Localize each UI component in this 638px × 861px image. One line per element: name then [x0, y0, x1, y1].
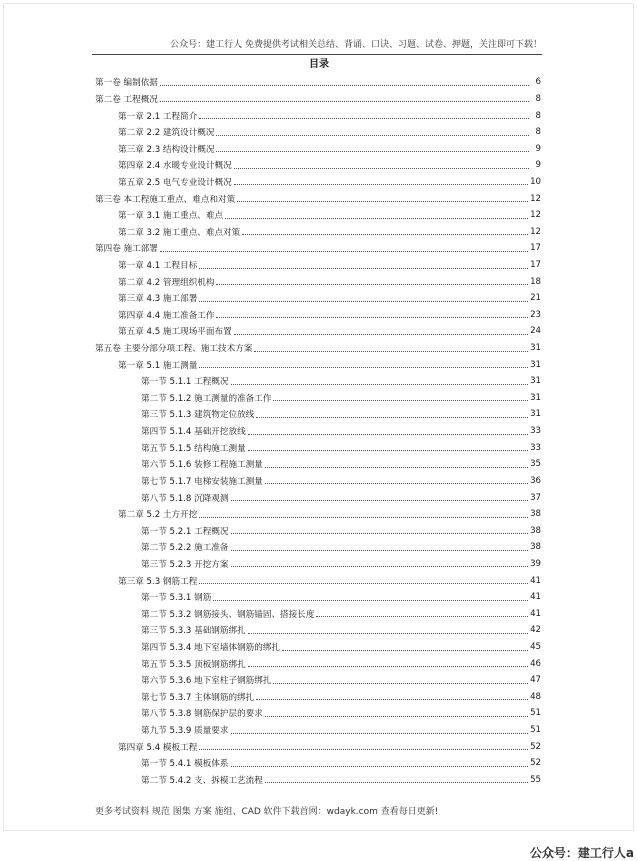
toc-entry-page: 9	[535, 143, 541, 154]
toc-entry[interactable]	[95, 556, 541, 573]
toc-entry-page: 36	[530, 475, 541, 486]
toc-entry-page: 31	[530, 343, 541, 354]
toc-entry-label: 第三卷 本工程施工重点、难点和对策	[95, 194, 236, 205]
toc-dot-leader	[199, 268, 528, 269]
toc-entry[interactable]	[95, 124, 541, 141]
page-header: 公众号：建工行人 免费提供考试相关总结、背诵、口诀、习题、试卷、押题，关注即可下载！	[92, 38, 542, 55]
toc-dot-leader	[231, 533, 529, 534]
footer-note: 更多考试资料 规范 图集 方案 施组、CAD 软件下载首网：wdayk.com 查看每日更新!	[95, 807, 439, 817]
toc-dot-leader	[248, 633, 528, 634]
toc-entry[interactable]	[95, 489, 541, 506]
toc-entry[interactable]	[95, 273, 541, 290]
toc-entry[interactable]	[95, 622, 541, 639]
toc-entry-page: 41	[530, 592, 541, 603]
toc-title: 目录	[309, 59, 329, 70]
toc-dot-leader	[231, 766, 529, 767]
toc-dot-leader	[231, 733, 529, 734]
toc-dot-leader	[160, 101, 529, 102]
toc-entry[interactable]	[95, 772, 541, 789]
toc-entry-page: 31	[530, 359, 541, 370]
toc-dot-leader	[160, 85, 529, 86]
toc-entry-label: 第三节 5.1.3 建筑物定位放线	[141, 410, 255, 421]
toc-entry-label: 第三节 5.2.3 开挖方案	[141, 559, 229, 570]
toc-entry[interactable]	[95, 689, 541, 706]
toc-entry-label: 第二节 5.3.2 钢筋接头、钢筋锚固、搭接长度	[141, 609, 315, 620]
toc-dot-leader	[231, 550, 529, 551]
toc-dot-leader	[231, 384, 529, 385]
toc-entry-label: 第五章 4.5 施工现场平面布置	[118, 327, 232, 338]
toc-entry-page: 55	[530, 774, 541, 785]
toc-entry-label: 第四章 4.4 施工准备工作	[118, 310, 215, 321]
toc-entry[interactable]	[95, 190, 541, 207]
toc-entry-label: 第一卷 编制依据	[95, 78, 158, 89]
toc-entry-label: 第七节 5.3.7 主体钢筋的绑扎	[141, 692, 255, 703]
toc-dot-leader	[248, 666, 528, 667]
toc-entry-page: 31	[530, 409, 541, 420]
toc-entry-page: 6	[535, 77, 541, 88]
toc-entry-page: 45	[530, 642, 541, 653]
toc-entry[interactable]	[95, 738, 541, 755]
toc-dot-leader	[282, 650, 528, 651]
toc-entry-label: 第二章 3.2 施工重点、难点对策	[118, 227, 241, 238]
toc-dot-leader	[248, 450, 528, 451]
toc-dot-leader	[265, 483, 528, 484]
toc-entry-label: 第四章 5.4 模板工程	[118, 742, 198, 753]
toc-entry-page: 38	[530, 525, 541, 536]
toc-entry-page: 12	[530, 193, 541, 204]
toc-entry[interactable]	[95, 722, 541, 739]
toc-entry[interactable]	[95, 373, 541, 390]
toc-entry[interactable]	[95, 257, 541, 274]
toc-entry-page: 38	[530, 509, 541, 520]
toc-entry-label: 第二节 5.1.2 施工测量的准备工作	[141, 393, 272, 404]
toc-entry-page: 52	[530, 758, 541, 769]
toc-entry-page: 8	[535, 93, 541, 104]
toc-entry-label: 第四节 5.1.4 基础开挖放线	[141, 427, 246, 438]
toc-dot-leader	[231, 566, 529, 567]
toc-entry-label: 第一章 3.1 施工重点、难点	[118, 211, 224, 222]
toc-dot-leader	[231, 500, 529, 501]
toc-entry-label: 第三章 2.3 结构设计概况	[118, 144, 215, 155]
toc-entry-page: 33	[530, 426, 541, 437]
toc-entry[interactable]	[95, 356, 541, 373]
toc-entry-label: 第六节 5.3.6 地下室柱子钢筋绑扎	[141, 676, 272, 687]
toc-entry-label: 第一节 5.2.1 工程概况	[141, 526, 229, 537]
toc-entry[interactable]	[95, 589, 541, 606]
toc-entry-page: 48	[530, 691, 541, 702]
toc-entry-page: 41	[530, 608, 541, 619]
toc-entry-label: 第一节 5.4.1 模板体系	[141, 759, 229, 770]
toc-dot-leader	[265, 782, 528, 783]
toc-entry[interactable]	[95, 606, 541, 623]
toc-entry-label: 第二节 5.2.2 施工准备	[141, 543, 229, 554]
toc-entry[interactable]	[95, 423, 541, 440]
toc-entry-page: 46	[530, 658, 541, 669]
toc-entry-label: 第一章 4.1 工程目标	[118, 261, 198, 271]
watermark-text: 公众号：建工行人a	[529, 846, 634, 860]
toc-dot-leader	[199, 749, 528, 750]
toc-entry[interactable]	[95, 539, 541, 556]
toc-dot-leader	[234, 184, 528, 185]
toc-entry[interactable]	[95, 240, 541, 257]
toc-entry[interactable]	[95, 323, 541, 340]
toc-dot-leader	[265, 467, 528, 468]
toc-dot-leader	[216, 151, 529, 152]
toc-entry-label: 第八节 5.1.8 沉降观测	[141, 493, 229, 504]
toc-entry-page: 17	[530, 243, 541, 254]
toc-entry[interactable]	[95, 439, 541, 456]
toc-entry-page: 17	[530, 260, 541, 270]
toc-entry-page: 47	[530, 675, 541, 686]
toc-dot-leader	[273, 683, 528, 684]
toc-entry-label: 第八节 5.3.8 钢筋保护层的要求	[141, 709, 263, 720]
toc-entry[interactable]	[95, 456, 541, 473]
table-of-contents	[95, 74, 541, 788]
toc-entry-page: 39	[530, 558, 541, 569]
toc-entry-page: 31	[530, 392, 541, 403]
toc-entry-page: 38	[530, 542, 541, 553]
toc-dot-leader	[199, 118, 529, 119]
toc-entry[interactable]	[95, 74, 541, 91]
toc-entry[interactable]	[95, 223, 541, 240]
toc-dot-leader	[265, 716, 528, 717]
toc-entry-page: 33	[530, 442, 541, 453]
toc-dot-leader	[316, 616, 528, 617]
toc-entry-page: 12	[530, 210, 541, 221]
toc-entry-page: 31	[530, 376, 541, 387]
toc-dot-leader	[225, 218, 528, 219]
toc-entry-label: 第四节 5.3.4 地下室墙体钢筋的绑扎	[141, 643, 281, 654]
toc-dot-leader	[199, 583, 528, 584]
toc-entry-label: 第二节 5.4.2 支、拆模工艺流程	[141, 775, 263, 786]
toc-entry-label: 第二章 5.2 土方开挖	[118, 510, 198, 521]
toc-entry[interactable]	[95, 655, 541, 672]
toc-entry-page: 9	[535, 160, 541, 171]
toc-dot-leader	[256, 417, 528, 418]
toc-entry[interactable]	[95, 91, 541, 108]
toc-entry[interactable]	[95, 174, 541, 191]
toc-entry-label: 第二章 2.2 建筑设计概况	[118, 128, 215, 139]
toc-entry-page: 10	[530, 176, 541, 187]
toc-entry-label: 第五章 2.5 电气专业设计概况	[118, 177, 232, 188]
toc-dot-leader	[234, 168, 529, 169]
toc-entry-label: 第二卷 工程概况	[95, 94, 158, 105]
toc-entry-label: 第五卷 主要分部分项工程、施工技术方案	[95, 344, 253, 355]
toc-entry-page: 24	[530, 326, 541, 337]
toc-dot-leader	[199, 301, 528, 302]
toc-entry-page: 42	[530, 625, 541, 636]
toc-entry-label: 第一节 5.1.1 工程概况	[141, 377, 229, 388]
toc-entry-page: 41	[530, 575, 541, 586]
toc-entry[interactable]	[95, 290, 541, 307]
toc-entry[interactable]	[95, 639, 541, 656]
toc-entry[interactable]	[95, 390, 541, 407]
toc-dot-leader	[213, 600, 528, 601]
toc-entry[interactable]	[95, 755, 541, 772]
toc-entry-page: 37	[530, 492, 541, 503]
toc-entry-label: 第九节 5.3.9 质量要求	[141, 726, 229, 737]
toc-entry[interactable]	[95, 107, 541, 124]
toc-entry-page: 21	[530, 293, 541, 304]
toc-entry-label: 第三节 5.3.3 基础钢筋绑扎	[141, 626, 246, 637]
toc-entry[interactable]	[95, 157, 541, 174]
toc-entry-page: 35	[530, 459, 541, 470]
toc-entry-label: 第四章 2.4 水暖专业设计概况	[118, 161, 232, 172]
toc-dot-leader	[273, 400, 528, 401]
toc-entry[interactable]	[95, 705, 541, 722]
toc-entry-label: 第一章 5.1 施工测量	[118, 360, 198, 371]
toc-entry-label: 第一节 5.3.1 钢筋	[141, 593, 212, 604]
toc-entry[interactable]	[95, 522, 541, 539]
toc-dot-leader	[216, 317, 528, 318]
toc-entry-page: 51	[530, 708, 541, 719]
toc-dot-leader	[216, 284, 528, 285]
toc-entry[interactable]	[95, 473, 541, 490]
toc-entry[interactable]	[95, 572, 541, 589]
toc-entry-page: 18	[530, 276, 541, 287]
toc-entry[interactable]	[95, 506, 541, 523]
toc-dot-leader	[256, 699, 528, 700]
toc-dot-leader	[199, 517, 528, 518]
toc-entry-label: 第七节 5.1.7 电梯安装施工测量	[141, 476, 263, 487]
toc-entry-page: 8	[535, 127, 541, 138]
toc-dot-leader	[242, 234, 528, 235]
toc-entry-page: 8	[535, 110, 541, 121]
toc-entry-label: 第五节 5.3.5 顶板钢筋绑扎	[141, 659, 246, 670]
toc-dot-leader	[254, 351, 528, 352]
toc-entry[interactable]	[95, 340, 541, 357]
toc-dot-leader	[248, 434, 528, 435]
toc-entry[interactable]	[95, 307, 541, 324]
toc-entry-page: 23	[530, 309, 541, 320]
toc-dot-leader	[160, 251, 528, 252]
toc-entry[interactable]	[95, 207, 541, 224]
toc-entry[interactable]	[95, 672, 541, 689]
toc-dot-leader	[237, 201, 528, 202]
toc-entry[interactable]	[95, 406, 541, 423]
toc-entry-label: 第三章 5.3 钢筋工程	[118, 576, 198, 587]
toc-dot-leader	[216, 135, 529, 136]
toc-dot-leader	[234, 334, 528, 335]
toc-entry-label: 第三章 4.3 施工部署	[118, 294, 198, 305]
toc-dot-leader	[199, 367, 528, 368]
toc-entry-page: 52	[530, 741, 541, 752]
toc-entry-page: 51	[530, 725, 541, 736]
toc-entry-page: 12	[530, 226, 541, 237]
toc-entry-label: 第四卷 施工部署	[95, 244, 158, 255]
toc-entry-label: 第一章 2.1 工程简介	[118, 111, 198, 122]
toc-entry[interactable]	[95, 140, 541, 157]
toc-entry-label: 第六节 5.1.6 装修工程施工测量	[141, 460, 263, 471]
toc-entry-label: 第五节 5.1.5 结构施工测量	[141, 443, 246, 454]
toc-entry-label: 第二章 4.2 管理组织机构	[118, 277, 215, 288]
